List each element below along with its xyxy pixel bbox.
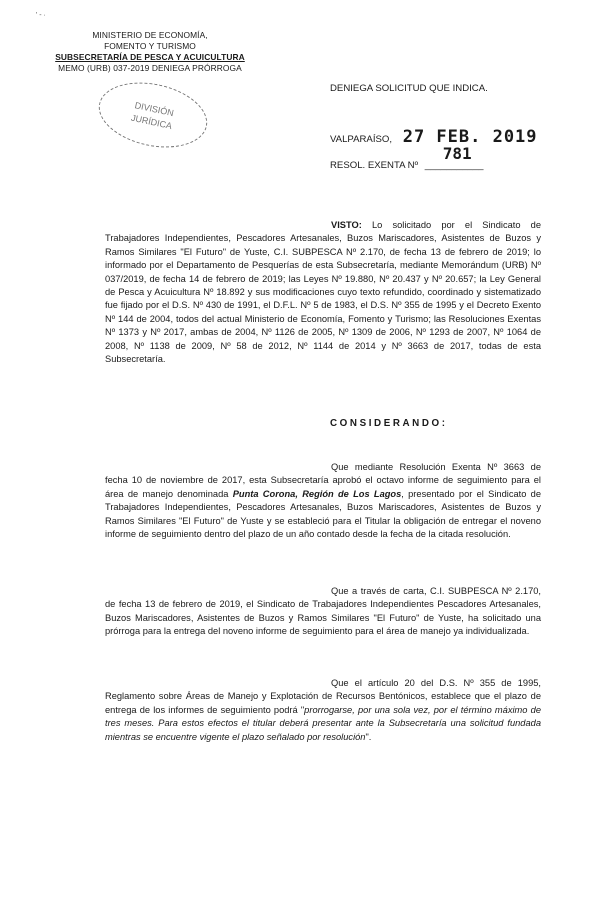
c3-text-2: ". (365, 731, 372, 742)
resolution-blank-line: ___________ (424, 160, 484, 171)
date-place: VALPARAÍSO, (330, 134, 393, 145)
date-value: 27 FEB. 2019 (402, 127, 538, 147)
c1-area-name: Punta Corona, Región de Los Lagos (232, 488, 402, 499)
resolution-line (330, 144, 484, 171)
c3-text-1: Que el artículo 20 del D.S. Nº 355 de 1995, Reglamento sobre Áreas de Manejo y Explotación de Recursos Bentónicos, establece que el plazo de entrega de los informes de seguimiento podrá " (105, 678, 541, 715)
considerando-3 (105, 677, 541, 744)
visto-paragraph (105, 219, 541, 366)
corner-mark: ' - · (36, 12, 46, 19)
ministry-line-2: FOMENTO Y TURISMO (104, 41, 196, 51)
c1-text-2: , presentado por el Sindicato de Trabajadores Independientes, Pescadores Artesanales, Buzos Mariscadores, Asistentes de Buzos y Ramos Similares "El Futuro" de Yuste y se estableció para el Titular la obligación de entregar el noveno informe de seguimiento dentro del plazo de un año contado desde la fecha de la citada resolución. (105, 488, 542, 540)
subsecretaria-line: SUBSECRETARÍA DE PESCA Y ACUICULTURA (55, 52, 245, 62)
c3-quote: prorrogarse, por una sola vez, por el término máximo de tres meses. Para estos efectos el titular deberá presentar ante la Subsecretaría una solicitud fundada mientras se encuentre vigente el plazo señalado por resolución (105, 704, 541, 742)
memo-reference: MEMO (URB) 037-2019 DENIEGA PRÓRROGA (58, 63, 242, 73)
considerando-2 (105, 585, 541, 639)
visto-label: VISTO: (331, 220, 362, 230)
division-juridica-stamp (93, 73, 213, 157)
c1-text-1: Que mediante Resolución Exenta Nº 3663 de fecha 10 de noviembre de 2017, esta Subsecretaría aprobó el octavo informe de seguimiento para el área de manejo denominada (105, 462, 541, 499)
document-subject: DENIEGA SOLICITUD QUE INDICA. (330, 83, 488, 94)
letterhead (50, 30, 250, 74)
resolution-label: RESOL. EXENTA Nº (330, 160, 419, 171)
resolution-number-field (424, 144, 484, 171)
stamp-line-1: DIVISIÓN (133, 100, 175, 119)
date-line (330, 127, 538, 147)
ministry-line: MINISTERIO DE ECONOMÍA, (92, 30, 208, 40)
stamp-line-2: JURÍDICA (130, 112, 173, 132)
considerando-1 (105, 461, 541, 541)
visto-text: Lo solicitado por el Sindicato de Trabajadores Independientes, Pescadores Artesanales, Buzos Mariscadores, Asistentes de Buzos y Ramos Similares "El Futuro" de Yuste, C.I. SUBPESCA Nº 2.170, de fecha 13 de febrero de 2019; lo informado por el Departamento de Pesquerías de esta Subsecretaría, mediante Memorándum (URB) Nº 037/2019, de fecha 14 de febrero de 2019; las Leyes Nº 19.880, Nº 20.437 y Nº 20.657; la Ley General de Pesca y Acuicultura Nº 18.892 y sus modificaciones cuyo texto refundido, coordinado y sistematizado fue fijado por el D.S. Nº 430 de 1991, el D.F.L. Nº 5 de 1983, el D.S. Nº 355 de 1995 y el Decreto Exento Nº 144 de 2004, todos del actual Ministerio de Economía, Fomento y Turismo; las Resoluciones Exentas Nº 1373 y Nº 2017, ambas de 2004, Nº 1126 de 2005, Nº 1309 de 2006, Nº 1293 de 2007, Nº 1064 de 2008, Nº 1138 de 2009, Nº 58 de 2012, Nº 1144 de 2014 y Nº 3663 de 2017, todas de esta Subsecretaría. (105, 220, 541, 365)
considerando-heading: CONSIDERANDO: (330, 418, 448, 429)
resolution-number: 781 (442, 144, 472, 163)
c2-text: Que a través de carta, C.I. SUBPESCA Nº 2.170, de fecha 13 de febrero de 2019, el Sindicato de Trabajadores Independientes Pescadores Artesanales, Buzos Mariscadores, Asistentes de Buzos y Ramos Similares "El Futuro" de Yuste, ha solicitado una prórroga para la entrega del noveno informe de seguimiento para el área de manejo ya individualizada. (105, 586, 541, 637)
